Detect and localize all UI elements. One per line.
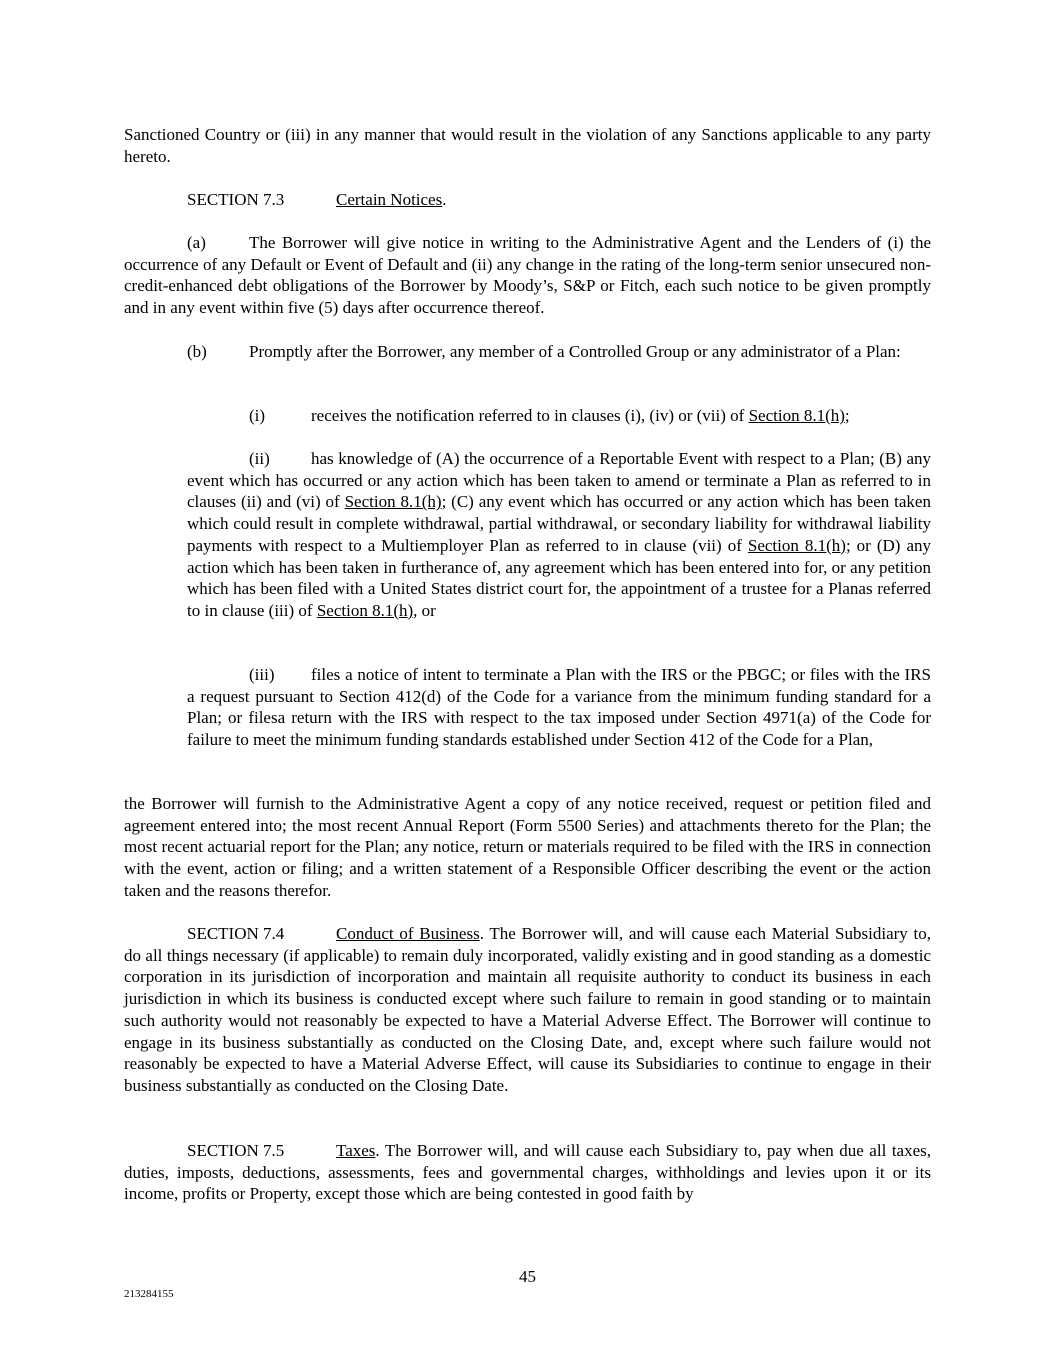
clause-label: (iii) bbox=[249, 665, 275, 684]
paragraph-a: (a) The Borrower will give notice in writing to the Administrative Agent and the Lenders of (i) the occurrence of any Default or Event of Default and (ii) any change in the rating of the long-term senior unsecured non-credit-enhanced debt obligations of the Borrower by Moody’s, S&P or Fitch, each such notice to be given promptly and in any event within five (5) days after occurrence thereof. bbox=[124, 233, 931, 318]
section-reference-link[interactable]: Section 8.1(h) bbox=[344, 492, 442, 512]
clause-label: (i) bbox=[249, 406, 266, 425]
section-number: SECTION 7.3 bbox=[187, 190, 285, 209]
section-title: Conduct of Business bbox=[336, 924, 480, 943]
document-id: 213284155 bbox=[124, 1288, 174, 1300]
clause-label: (b) bbox=[187, 342, 207, 361]
section-reference-link[interactable]: Section 8.1(h) bbox=[748, 406, 845, 425]
paragraph-borrower-will-furnish: the Borrower will furnish to the Administrative Agent a copy of any notice received, request or petition filed and agreement entered into; the most recent Annual Report (Form 5500 Series) and attachments thereto for the Plan; the most recent actuarial report for the Plan; any notice, return or materials required to be filed with the IRS in connection with the event, action or filing; and a written statement of a Responsible Officer describing the event or the action taken and the reasons therefor. bbox=[124, 794, 931, 900]
subclause-iii: (iii) files a notice of intent to terminate a Plan with the IRS or the PBGC; or files with the IRS a request pursuant to Section 412(d) of the Code for a variance from the minimum funding standard for a Plan; or filesa return with the IRS with respect to the tax imposed under Section 4971(a) of the Code for failure to meet the minimum funding standards established under Section 412 of the Code for a Plan, bbox=[187, 665, 931, 750]
subclause-ii: (ii) has knowledge of (A) the occurrence of a Reportable Event with respect to a Plan; (B) any event which has occurred or any action which has been taken to amend or terminate a Plan as referred to in clauses (ii) and (vi) of Section 8.1(h); (C) any event which has occurred or any action which has been taken which could result in complete withdrawal, partial withdrawal, or secondary liability for withdrawal liability payments with respect to a Multiemployer Plan as referred to in clause (vii) of Section 8.1(h); or (D) any action which has been taken in furtherance of, any agreement which has been entered into for, or any petition which has been filed with a United States district court for, the appointment of a trustee for a Planas referred to in clause (iii) of Section 8.1(h), or bbox=[187, 449, 932, 620]
clause-label: (a) bbox=[187, 233, 206, 252]
section-7-3-heading: SECTION 7.3 Certain Notices. bbox=[187, 190, 447, 209]
section-number: SECTION 7.4 bbox=[187, 924, 285, 943]
paragraph-b: (b) Promptly after the Borrower, any member of a Controlled Group or any administrator of a Plan: bbox=[187, 342, 901, 361]
section-title: Certain Notices bbox=[336, 190, 443, 209]
section-7-4: SECTION 7.4 Conduct of Business. The Borrower will, and will cause each Material Subsidiary to, do all things necessary (if applicable) to remain duly incorporated, validly existing and in good standing as a domestic corporation in its jurisdiction of incorporation and maintain all requisite authority to conduct its business in each jurisdiction in which its business is conducted except where such failure to remain in good standing or to maintain such authority would not reasonably be expected to have a Material Adverse Effect. The Borrower will continue to engage in its business substantially as conducted on the Closing Date, and, except where such failure would not reasonably be expected to have a Material Adverse Effect, will cause its Subsidiaries to continue to engage in their business substantially as conducted on the Closing Date. bbox=[124, 924, 931, 1095]
clause-label: (ii) bbox=[249, 449, 270, 468]
section-number: SECTION 7.5 bbox=[187, 1141, 285, 1160]
subclause-i: (i) receives the notification referred to in clauses (i), (iv) or (vii) of Section 8.1(h); bbox=[249, 406, 850, 425]
section-title: Taxes bbox=[336, 1141, 376, 1160]
paragraph-sanctions-continuation: Sanctioned Country or (iii) in any manner that would result in the violation of any Sanctions applicable to any party hereto. bbox=[124, 125, 931, 166]
section-7-5: SECTION 7.5 Taxes. The Borrower will, and will cause each Subsidiary to, pay when due all taxes, duties, imposts, deductions, assessments, fees and governmental charges, withholdings and levies upon it or its income, profits or Property, except those which are being contested in good faith by bbox=[124, 1141, 931, 1204]
page-number: 45 bbox=[519, 1267, 536, 1286]
section-reference-link[interactable]: Section 8.1(h) bbox=[316, 600, 414, 620]
section-reference-link[interactable]: Section 8.1(h) bbox=[747, 535, 846, 555]
